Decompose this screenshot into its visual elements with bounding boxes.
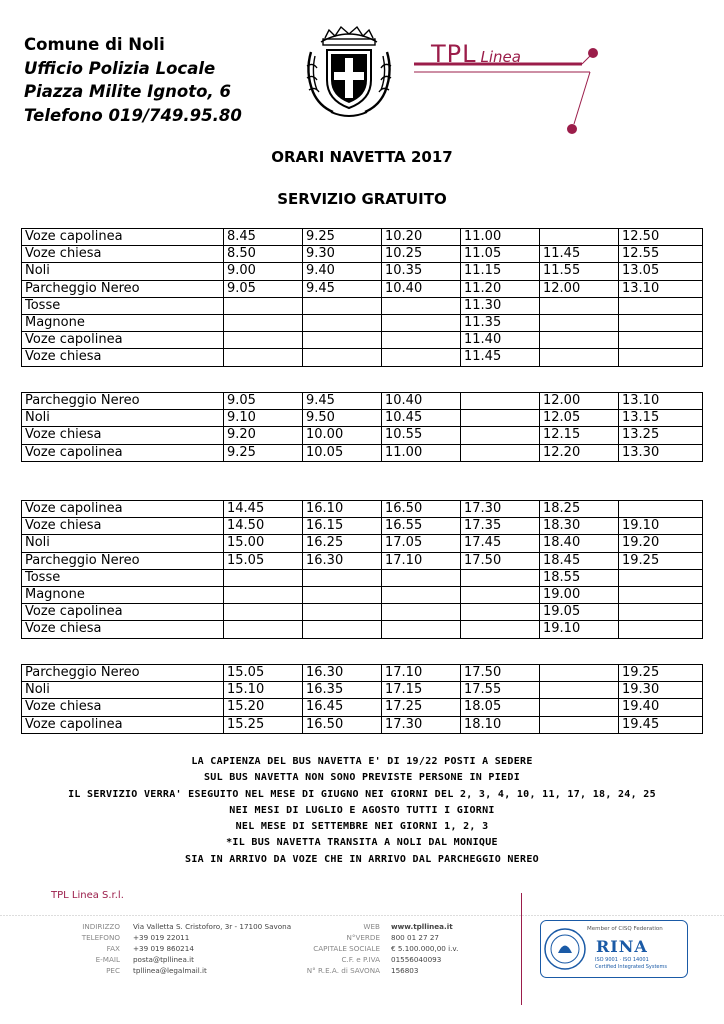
table-row	[22, 393, 703, 410]
footer-vertical-divider	[521, 893, 522, 1005]
note-line: NEI MESI DI LUGLIO E AGOSTO TUTTI I GIORNI	[229, 804, 495, 816]
footer-left-labels	[70, 921, 120, 976]
tpl-brand-main: TPL	[431, 40, 477, 68]
footer-label: FAX	[106, 944, 120, 953]
table-row	[22, 229, 703, 246]
departure-time-cell: 19.40	[619, 699, 703, 716]
stop-name-cell: Voze capolinea	[22, 716, 224, 733]
rina-certification-badge	[540, 920, 688, 978]
table-row	[22, 297, 703, 314]
org-line-phone: Telefono 019/749.95.80	[24, 105, 242, 125]
cert-name: RINA	[596, 937, 648, 956]
departure-time-cell: 17.55	[461, 682, 540, 699]
table-row	[22, 621, 703, 638]
departure-time-cell	[382, 332, 461, 349]
table-row	[22, 518, 703, 535]
departure-time-cell: 11.45	[540, 246, 619, 263]
departure-time-cell	[224, 349, 303, 366]
table-row	[22, 569, 703, 586]
departure-time-cell: 15.05	[224, 665, 303, 682]
departure-time-cell	[619, 604, 703, 621]
footer-pec-link[interactable]: tpllinea@legalmail.it	[133, 966, 207, 975]
table-row	[22, 314, 703, 331]
departure-time-cell: 8.50	[224, 246, 303, 263]
departure-time-cell: 17.35	[461, 518, 540, 535]
stop-name-cell: Noli	[22, 682, 224, 699]
page-title: ORARI NAVETTA 2017	[271, 148, 453, 166]
footer-label: E-MAIL	[95, 955, 120, 964]
departure-time-cell: 10.20	[382, 229, 461, 246]
departure-time-cell: 13.10	[619, 393, 703, 410]
departure-time-cell: 9.25	[224, 444, 303, 461]
departure-time-cell	[540, 682, 619, 699]
departure-time-cell: 9.25	[303, 229, 382, 246]
departure-time-cell: 18.25	[540, 501, 619, 518]
note-line: IL SERVIZIO VERRA' ESEGUITO NEL MESE DI GIUGNO NEI GIORNI DEL 2, 3, 4, 10, 11, 17, 18, 24, 25	[68, 788, 656, 800]
departure-time-cell: 10.45	[382, 410, 461, 427]
departure-time-cell: 19.25	[619, 552, 703, 569]
departure-time-cell: 15.05	[224, 552, 303, 569]
departure-time-cell: 17.25	[382, 699, 461, 716]
departure-time-cell: 10.00	[303, 427, 382, 444]
departure-time-cell	[224, 604, 303, 621]
departure-time-cell	[540, 699, 619, 716]
departure-time-cell	[461, 444, 540, 461]
stop-name-cell: Voze capolinea	[22, 444, 224, 461]
table-row	[22, 716, 703, 733]
footer-vat: 01556040093	[391, 955, 442, 964]
departure-time-cell	[303, 586, 382, 603]
departure-time-cell: 13.10	[619, 280, 703, 297]
departure-time-cell: 12.00	[540, 280, 619, 297]
departure-time-cell	[382, 604, 461, 621]
departure-time-cell	[303, 569, 382, 586]
departure-time-cell	[382, 314, 461, 331]
departure-time-cell: 19.25	[619, 665, 703, 682]
departure-time-cell: 16.30	[303, 665, 382, 682]
departure-time-cell: 10.35	[382, 263, 461, 280]
departure-time-cell: 11.55	[540, 263, 619, 280]
footer-capital: € 5.100.000,00 i.v.	[391, 944, 459, 953]
departure-time-cell: 12.20	[540, 444, 619, 461]
departure-time-cell	[382, 569, 461, 586]
table-row	[22, 535, 703, 552]
page-subtitle: SERVIZIO GRATUITO	[277, 190, 447, 208]
municipality-info	[24, 33, 242, 127]
departure-time-cell: 11.30	[461, 297, 540, 314]
departure-time-cell	[224, 586, 303, 603]
org-line-office: Ufficio Polizia Locale	[24, 58, 216, 78]
departure-time-cell: 15.25	[224, 716, 303, 733]
departure-time-cell: 11.40	[461, 332, 540, 349]
departure-time-cell: 16.30	[303, 552, 382, 569]
departure-time-cell: 9.30	[303, 246, 382, 263]
departure-time-cell	[540, 297, 619, 314]
table-row	[22, 699, 703, 716]
timetable-afternoon-return	[21, 664, 703, 734]
departure-time-cell: 19.05	[540, 604, 619, 621]
departure-time-cell	[461, 586, 540, 603]
departure-time-cell	[619, 586, 703, 603]
departure-time-cell	[619, 297, 703, 314]
departure-time-cell: 11.15	[461, 263, 540, 280]
departure-time-cell: 18.30	[540, 518, 619, 535]
departure-time-cell: 16.25	[303, 535, 382, 552]
departure-time-cell: 17.30	[382, 716, 461, 733]
departure-time-cell: 17.10	[382, 552, 461, 569]
departure-time-cell: 17.05	[382, 535, 461, 552]
departure-time-cell	[303, 604, 382, 621]
note-line: SUL BUS NAVETTA NON SONO PREVISTE PERSONE IN PIEDI	[203, 772, 521, 784]
table-row	[22, 246, 703, 263]
footer-right-values	[391, 921, 458, 976]
departure-time-cell	[619, 314, 703, 331]
departure-time-cell	[224, 297, 303, 314]
departure-time-cell	[303, 297, 382, 314]
departure-time-cell	[540, 349, 619, 366]
footer-fax: +39 019 860214	[133, 944, 194, 953]
departure-time-cell: 17.50	[461, 665, 540, 682]
departure-time-cell: 8.45	[224, 229, 303, 246]
noli-coat-of-arms-icon	[303, 22, 395, 120]
tpl-brand-sub: Linea	[480, 48, 521, 66]
departure-time-cell: 10.40	[382, 280, 461, 297]
departure-time-cell	[303, 621, 382, 638]
departure-time-cell: 15.20	[224, 699, 303, 716]
departure-time-cell: 11.05	[461, 246, 540, 263]
footer-left-values	[133, 921, 291, 976]
table-row	[22, 665, 703, 682]
departure-time-cell: 12.50	[619, 229, 703, 246]
departure-time-cell: 13.05	[619, 263, 703, 280]
departure-time-cell	[540, 332, 619, 349]
departure-time-cell	[224, 314, 303, 331]
departure-time-cell: 12.15	[540, 427, 619, 444]
departure-time-cell	[619, 621, 703, 638]
stop-name-cell: Noli	[22, 263, 224, 280]
departure-time-cell: 9.50	[303, 410, 382, 427]
departure-time-cell	[619, 332, 703, 349]
departure-time-cell	[382, 297, 461, 314]
service-notes	[0, 754, 724, 868]
org-line-name: Comune di Noli	[24, 35, 165, 54]
departure-time-cell: 9.20	[224, 427, 303, 444]
stop-name-cell: Voze chiesa	[22, 349, 224, 366]
departure-time-cell: 19.45	[619, 716, 703, 733]
departure-time-cell: 19.00	[540, 586, 619, 603]
departure-time-cell	[461, 393, 540, 410]
stop-name-cell: Parcheggio Nereo	[22, 280, 224, 297]
note-line: NEL MESE DI SETTEMBRE NEI GIORNI 1, 2, 3	[235, 821, 489, 833]
departure-time-cell	[303, 314, 382, 331]
departure-time-cell	[619, 349, 703, 366]
table-row	[22, 332, 703, 349]
stop-name-cell: Magnone	[22, 586, 224, 603]
departure-time-cell: 18.55	[540, 569, 619, 586]
departure-time-cell: 17.10	[382, 665, 461, 682]
org-line-address: Piazza Milite Ignoto, 6	[24, 82, 231, 101]
departure-time-cell: 18.10	[461, 716, 540, 733]
departure-time-cell: 16.15	[303, 518, 382, 535]
departure-time-cell: 16.55	[382, 518, 461, 535]
departure-time-cell: 16.50	[382, 501, 461, 518]
note-line: *IL BUS NAVETTA TRANSITA A NOLI DAL MONIQUE	[226, 837, 498, 849]
stop-name-cell: Parcheggio Nereo	[22, 665, 224, 682]
footer-label: WEB	[363, 922, 380, 931]
departure-time-cell: 17.30	[461, 501, 540, 518]
table-row	[22, 682, 703, 699]
stop-name-cell: Parcheggio Nereo	[22, 552, 224, 569]
footer-label: N°VERDE	[346, 933, 380, 942]
departure-time-cell: 13.25	[619, 427, 703, 444]
footer-email-link[interactable]: posta@tpllinea.it	[133, 955, 194, 964]
departure-time-cell	[619, 501, 703, 518]
departure-time-cell	[461, 569, 540, 586]
table-row	[22, 586, 703, 603]
departure-time-cell: 18.05	[461, 699, 540, 716]
cert-iso: ISO 9001 · ISO 14001	[595, 957, 649, 963]
departure-time-cell	[224, 621, 303, 638]
departure-time-cell: 19.20	[619, 535, 703, 552]
departure-time-cell: 11.35	[461, 314, 540, 331]
timetable-afternoon-outbound	[21, 500, 703, 639]
departure-time-cell: 15.10	[224, 682, 303, 699]
departure-time-cell: 11.00	[461, 229, 540, 246]
stop-name-cell: Magnone	[22, 314, 224, 331]
stop-name-cell: Tosse	[22, 569, 224, 586]
departure-time-cell: 11.00	[382, 444, 461, 461]
departure-time-cell: 18.45	[540, 552, 619, 569]
stop-name-cell: Voze chiesa	[22, 518, 224, 535]
departure-time-cell: 18.40	[540, 535, 619, 552]
departure-time-cell: 10.55	[382, 427, 461, 444]
departure-time-cell: 16.10	[303, 501, 382, 518]
table-row	[22, 604, 703, 621]
departure-time-cell	[382, 349, 461, 366]
tpl-brand-text	[431, 40, 521, 68]
footer-right-labels	[300, 921, 380, 976]
footer-label: INDIRIZZO	[82, 922, 120, 931]
departure-time-cell: 9.10	[224, 410, 303, 427]
departure-time-cell: 14.45	[224, 501, 303, 518]
departure-time-cell: 14.50	[224, 518, 303, 535]
footer-label: PEC	[106, 966, 120, 975]
stop-name-cell: Noli	[22, 410, 224, 427]
timetable-morning-outbound	[21, 228, 703, 367]
departure-time-cell: 9.00	[224, 263, 303, 280]
table-row	[22, 349, 703, 366]
stop-name-cell: Voze capolinea	[22, 332, 224, 349]
tpl-linea-logo	[412, 40, 612, 140]
departure-time-cell: 13.15	[619, 410, 703, 427]
stop-name-cell: Voze capolinea	[22, 604, 224, 621]
footer-web-link[interactable]: www.tpllinea.it	[391, 922, 453, 931]
departure-time-cell: 10.05	[303, 444, 382, 461]
departure-time-cell: 19.10	[619, 518, 703, 535]
departure-time-cell	[461, 621, 540, 638]
table-row	[22, 552, 703, 569]
footer-label: CAPITALE SOCIALE	[313, 944, 380, 953]
stop-name-cell: Tosse	[22, 297, 224, 314]
note-line: LA CAPIENZA DEL BUS NAVETTA E' DI 19/22 POSTI A SEDERE	[191, 756, 533, 767]
departure-time-cell	[224, 569, 303, 586]
departure-time-cell: 12.00	[540, 393, 619, 410]
footer-label: TELEFONO	[81, 933, 120, 942]
cert-systems: Certified Integrated Systems	[595, 964, 667, 970]
stop-name-cell: Noli	[22, 535, 224, 552]
departure-time-cell	[382, 621, 461, 638]
footer-phone: +39 019 22011	[133, 933, 190, 942]
departure-time-cell	[382, 586, 461, 603]
departure-time-cell: 12.05	[540, 410, 619, 427]
departure-time-cell: 10.25	[382, 246, 461, 263]
departure-time-cell: 19.30	[619, 682, 703, 699]
departure-time-cell	[619, 569, 703, 586]
table-row	[22, 410, 703, 427]
departure-time-cell: 11.20	[461, 280, 540, 297]
departure-time-cell: 16.35	[303, 682, 382, 699]
departure-time-cell: 17.45	[461, 535, 540, 552]
departure-time-cell: 13.30	[619, 444, 703, 461]
departure-time-cell: 9.45	[303, 393, 382, 410]
timetable-morning-return	[21, 392, 703, 462]
departure-time-cell	[461, 410, 540, 427]
table-row	[22, 263, 703, 280]
departure-time-cell	[540, 716, 619, 733]
stop-name-cell: Voze chiesa	[22, 621, 224, 638]
departure-time-cell	[461, 427, 540, 444]
departure-time-cell	[540, 229, 619, 246]
stop-name-cell: Voze chiesa	[22, 246, 224, 263]
stop-name-cell: Voze capolinea	[22, 229, 224, 246]
departure-time-cell: 10.40	[382, 393, 461, 410]
stop-name-cell: Voze chiesa	[22, 699, 224, 716]
departure-time-cell: 16.50	[303, 716, 382, 733]
departure-time-cell: 9.45	[303, 280, 382, 297]
table-row	[22, 501, 703, 518]
departure-time-cell: 9.40	[303, 263, 382, 280]
departure-time-cell: 9.05	[224, 393, 303, 410]
table-row	[22, 280, 703, 297]
stop-name-cell: Parcheggio Nereo	[22, 393, 224, 410]
departure-time-cell: 17.50	[461, 552, 540, 569]
stop-name-cell: Voze chiesa	[22, 427, 224, 444]
departure-time-cell: 12.55	[619, 246, 703, 263]
footer-divider	[0, 915, 724, 916]
footer-label: N° R.E.A. di SAVONA	[306, 966, 380, 975]
departure-time-cell	[303, 349, 382, 366]
note-line: SIA IN ARRIVO DA VOZE CHE IN ARRIVO DAL PARCHEGGIO NEREO	[185, 853, 539, 865]
footer-toll-free: 800 01 27 27	[391, 933, 440, 942]
footer-address: Via Valletta S. Cristoforo, 3r - 17100 Savona	[133, 922, 292, 931]
stop-name-cell: Voze capolinea	[22, 501, 224, 518]
departure-time-cell	[303, 332, 382, 349]
footer-company-name: TPL Linea S.r.l.	[51, 890, 124, 901]
departure-time-cell: 11.45	[461, 349, 540, 366]
footer-rea: 156803	[391, 966, 419, 975]
departure-time-cell	[540, 314, 619, 331]
departure-time-cell	[461, 604, 540, 621]
cert-member-text: Member of CISQ Federation	[587, 926, 663, 932]
departure-time-cell: 15.00	[224, 535, 303, 552]
table-row	[22, 427, 703, 444]
footer-label: C.F. e P.IVA	[341, 955, 380, 964]
departure-time-cell: 19.10	[540, 621, 619, 638]
table-row	[22, 444, 703, 461]
departure-time-cell: 9.05	[224, 280, 303, 297]
departure-time-cell	[224, 332, 303, 349]
departure-time-cell	[540, 665, 619, 682]
departure-time-cell: 17.15	[382, 682, 461, 699]
departure-time-cell: 16.45	[303, 699, 382, 716]
